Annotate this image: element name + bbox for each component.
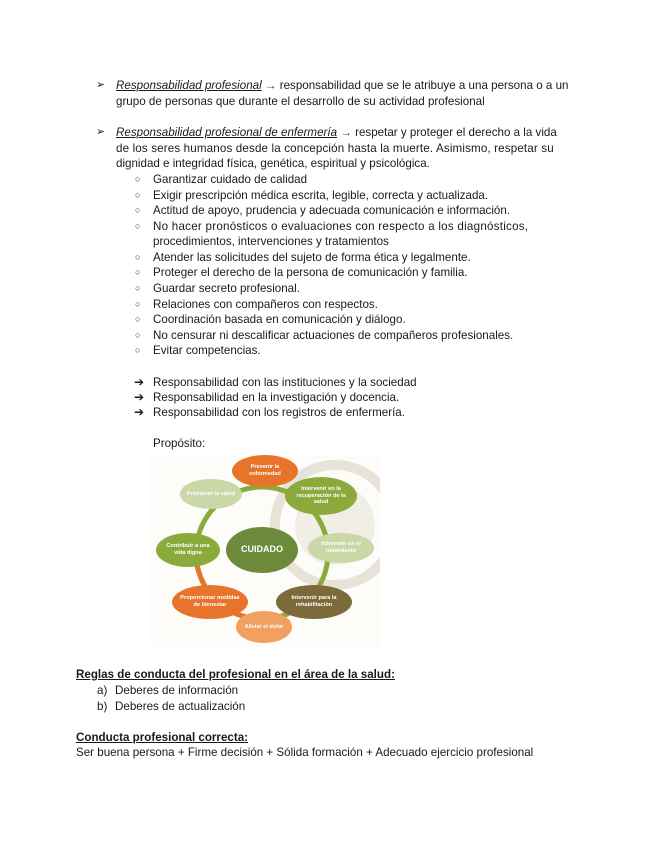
cuidado-diagram: [150, 455, 380, 647]
p1-line2: grupo de personas que durante el desarrollo de su actividad profesional: [116, 95, 485, 108]
rules-marker-a: a): [97, 684, 108, 697]
node-prevenir: Prevenir la enfermedad: [232, 455, 298, 487]
circle-bullet-icon: ○: [135, 205, 141, 215]
right-arrow-icon: ➔: [134, 405, 145, 419]
list-item: Garantizar cuidado de calidad: [153, 173, 308, 186]
rules-heading: Reglas de conducta del profesional en el área de la salud:: [76, 668, 395, 681]
list-item: Evitar competencias.: [153, 344, 261, 357]
p1-label: Responsabilidad profesional: [116, 79, 262, 92]
circle-bullet-icon: ○: [135, 221, 141, 231]
node-rehabilitacion: Intervenir para la rehabilitación: [276, 585, 352, 619]
circle-bullet-icon: ○: [135, 267, 141, 277]
p1-line1-rest: → responsabilidad que se le atribuye a una persona o a un: [261, 79, 569, 92]
list-item: Exigir prescripción médica escrita, legible, correcta y actualizada.: [153, 189, 489, 202]
list-item: Guardar secreto profesional.: [153, 282, 300, 295]
circle-bullet-icon: ○: [135, 283, 141, 293]
p2-label: Responsabilidad profesional de enfermería: [116, 126, 338, 139]
list-item: Relaciones con compañeros con respectos.: [153, 298, 378, 311]
rules-item: Deberes de información: [115, 684, 239, 697]
circle-bullet-icon: ○: [135, 330, 141, 340]
conduct-heading: Conducta profesional correcta:: [76, 731, 249, 744]
conduct-text: Ser buena persona + Firme decisión + Sólida formación + Adecuado ejercicio profesional: [76, 746, 534, 759]
arrow-list-item: Responsabilidad en la investigación y docencia.: [153, 391, 400, 404]
circle-bullet-icon: ○: [135, 190, 141, 200]
node-promover: Promover la salud: [180, 479, 242, 509]
node-recuperacion: Intervenir en la recuperación de la salud: [285, 477, 357, 515]
circle-bullet-icon: ○: [135, 252, 141, 262]
arrowhead-bullet-icon: ➢: [96, 126, 106, 138]
list-item: No censurar ni descalificar actuaciones de compañeros profesionales.: [153, 329, 514, 342]
node-aliviar: Aliviar el dolor: [236, 611, 292, 643]
list-item-continued: procedimientos, intervenciones y tratamientos: [153, 235, 389, 248]
node-vida-digna: Contribuir a una vida digna: [156, 533, 220, 567]
list-item: No hacer pronósticos o evaluaciones con respecto a los diagnósticos,: [153, 220, 529, 233]
p2-line1: [116, 125, 557, 141]
arrow-list-item: Responsabilidad con las instituciones y la sociedad: [153, 376, 417, 389]
arrow-list-item: Responsabilidad con los registros de enfermería.: [153, 406, 405, 419]
circle-bullet-icon: ○: [135, 174, 141, 184]
list-item: Actitud de apoyo, prudencia y adecuada comunicación e información.: [153, 204, 511, 217]
circle-bullet-icon: ○: [135, 345, 141, 355]
right-arrow-icon: ➔: [134, 375, 145, 389]
p2-line3: dignidad e integridad física, genética, espiritual y psicológica.: [116, 157, 430, 170]
proposito-label: Propósito:: [153, 437, 206, 450]
p2-line1-rest: → respetar y proteger el derecho a la vida: [337, 126, 557, 139]
list-item: Proteger el derecho de la persona de comunicación y familia.: [153, 266, 468, 279]
p1-line1: [116, 78, 568, 94]
circle-bullet-icon: ○: [135, 299, 141, 309]
node-tratamiento: Intervenir en el tratamiento: [308, 533, 374, 563]
arrowhead-bullet-icon: ➢: [96, 79, 106, 91]
rules-item: Deberes de actualización: [115, 700, 246, 713]
p2-line2: de los seres humanos desde la concepción hasta la muerte. Asimismo, respetar su: [116, 142, 554, 155]
list-item: Coordinación basada en comunicación y diálogo.: [153, 313, 406, 326]
circle-bullet-icon: ○: [135, 314, 141, 324]
list-item: Atender las solicitudes del sujeto de forma ética y legalmente.: [153, 251, 471, 264]
node-bienestar: Proporcionar medidas de bienestar: [172, 585, 248, 619]
rules-marker-b: b): [97, 700, 108, 713]
right-arrow-icon: ➔: [134, 390, 145, 404]
center-node: CUIDADO: [226, 527, 298, 573]
